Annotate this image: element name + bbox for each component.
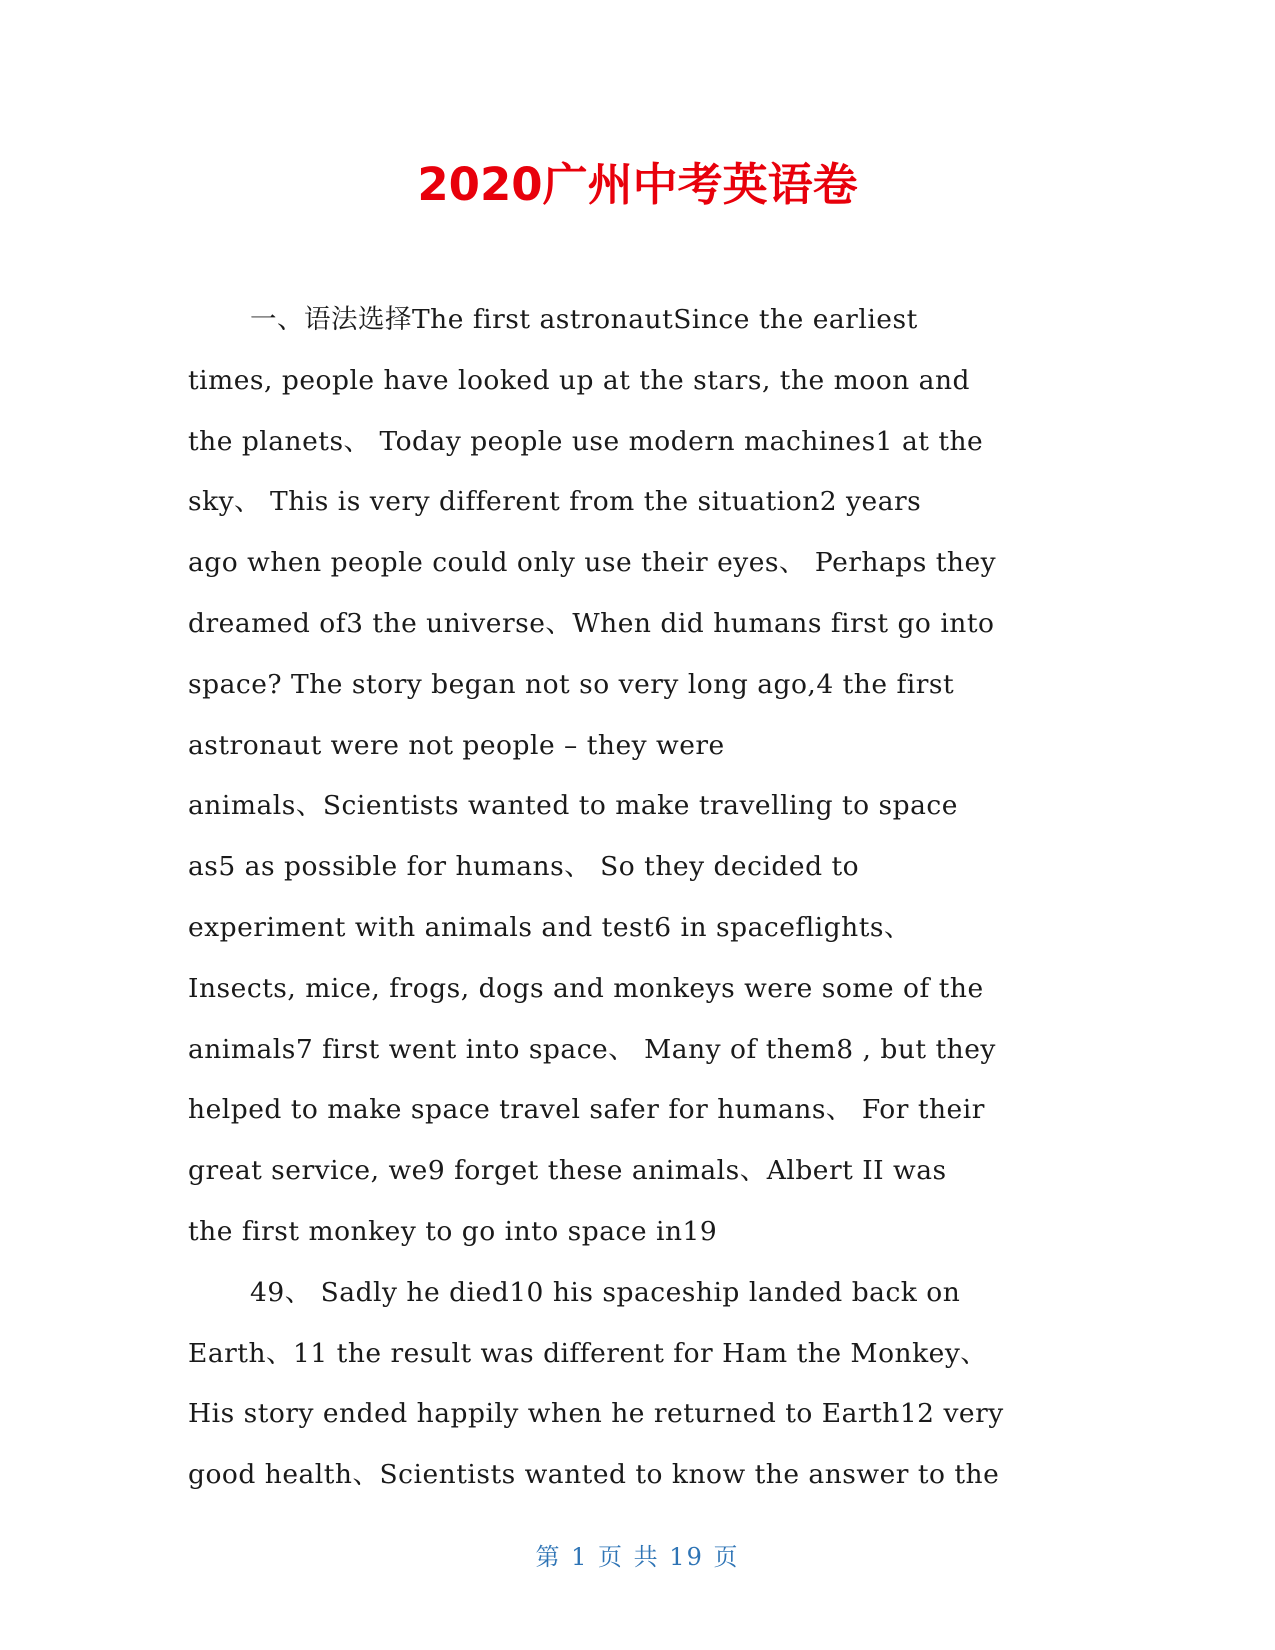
text-line: 一、语法选择The first astronautSince the earliest <box>250 304 918 335</box>
text-line: the planets、 Today people use modern machines1 at the <box>188 425 984 457</box>
text-line: helped to make space travel safer for humans、 For their <box>188 1094 985 1126</box>
text-line: good health、Scientists wanted to know the answer to the <box>188 1459 1000 1491</box>
page-title: 2020广州中考英语卷 <box>417 158 858 211</box>
text-line: His story ended happily when he returned to Earth12 very <box>188 1398 1004 1430</box>
document-body <box>188 290 1088 1506</box>
text-line: 49、 Sadly he died10 his spaceship landed back on <box>250 1276 961 1308</box>
text-line: sky、 This is very different from the situation2 years <box>188 486 922 518</box>
text-line: space? The story began not so very long ago,4 the first <box>188 668 955 700</box>
text-line: animals、Scientists wanted to make travelling to space <box>188 790 958 822</box>
text-line: times, people have looked up at the stars, the moon and <box>188 364 970 396</box>
text-line: dreamed of3 the universe、When did humans first go into <box>188 607 995 639</box>
page-number-footer: 第 1 页 共 19 页 <box>535 1543 740 1571</box>
text-line: experiment with animals and test6 in spaceflights、 <box>188 911 911 943</box>
text-line: Earth、11 the result was different for Ham the Monkey、 <box>188 1337 988 1369</box>
text-line: astronaut were not people – they were <box>188 729 725 761</box>
text-line: great service, we9 forget these animals、Albert II was <box>188 1155 947 1187</box>
text-line: Insects, mice, frogs, dogs and monkeys were some of the <box>188 972 984 1004</box>
text-line: ago when people could only use their eyes、 Perhaps they <box>188 547 997 579</box>
text-line: animals7 first went into space、 Many of them8 , but they <box>188 1033 996 1065</box>
text-line: as5 as possible for humans、 So they decided to <box>188 851 860 883</box>
text-line: the first monkey to go into space in19 <box>188 1215 718 1247</box>
